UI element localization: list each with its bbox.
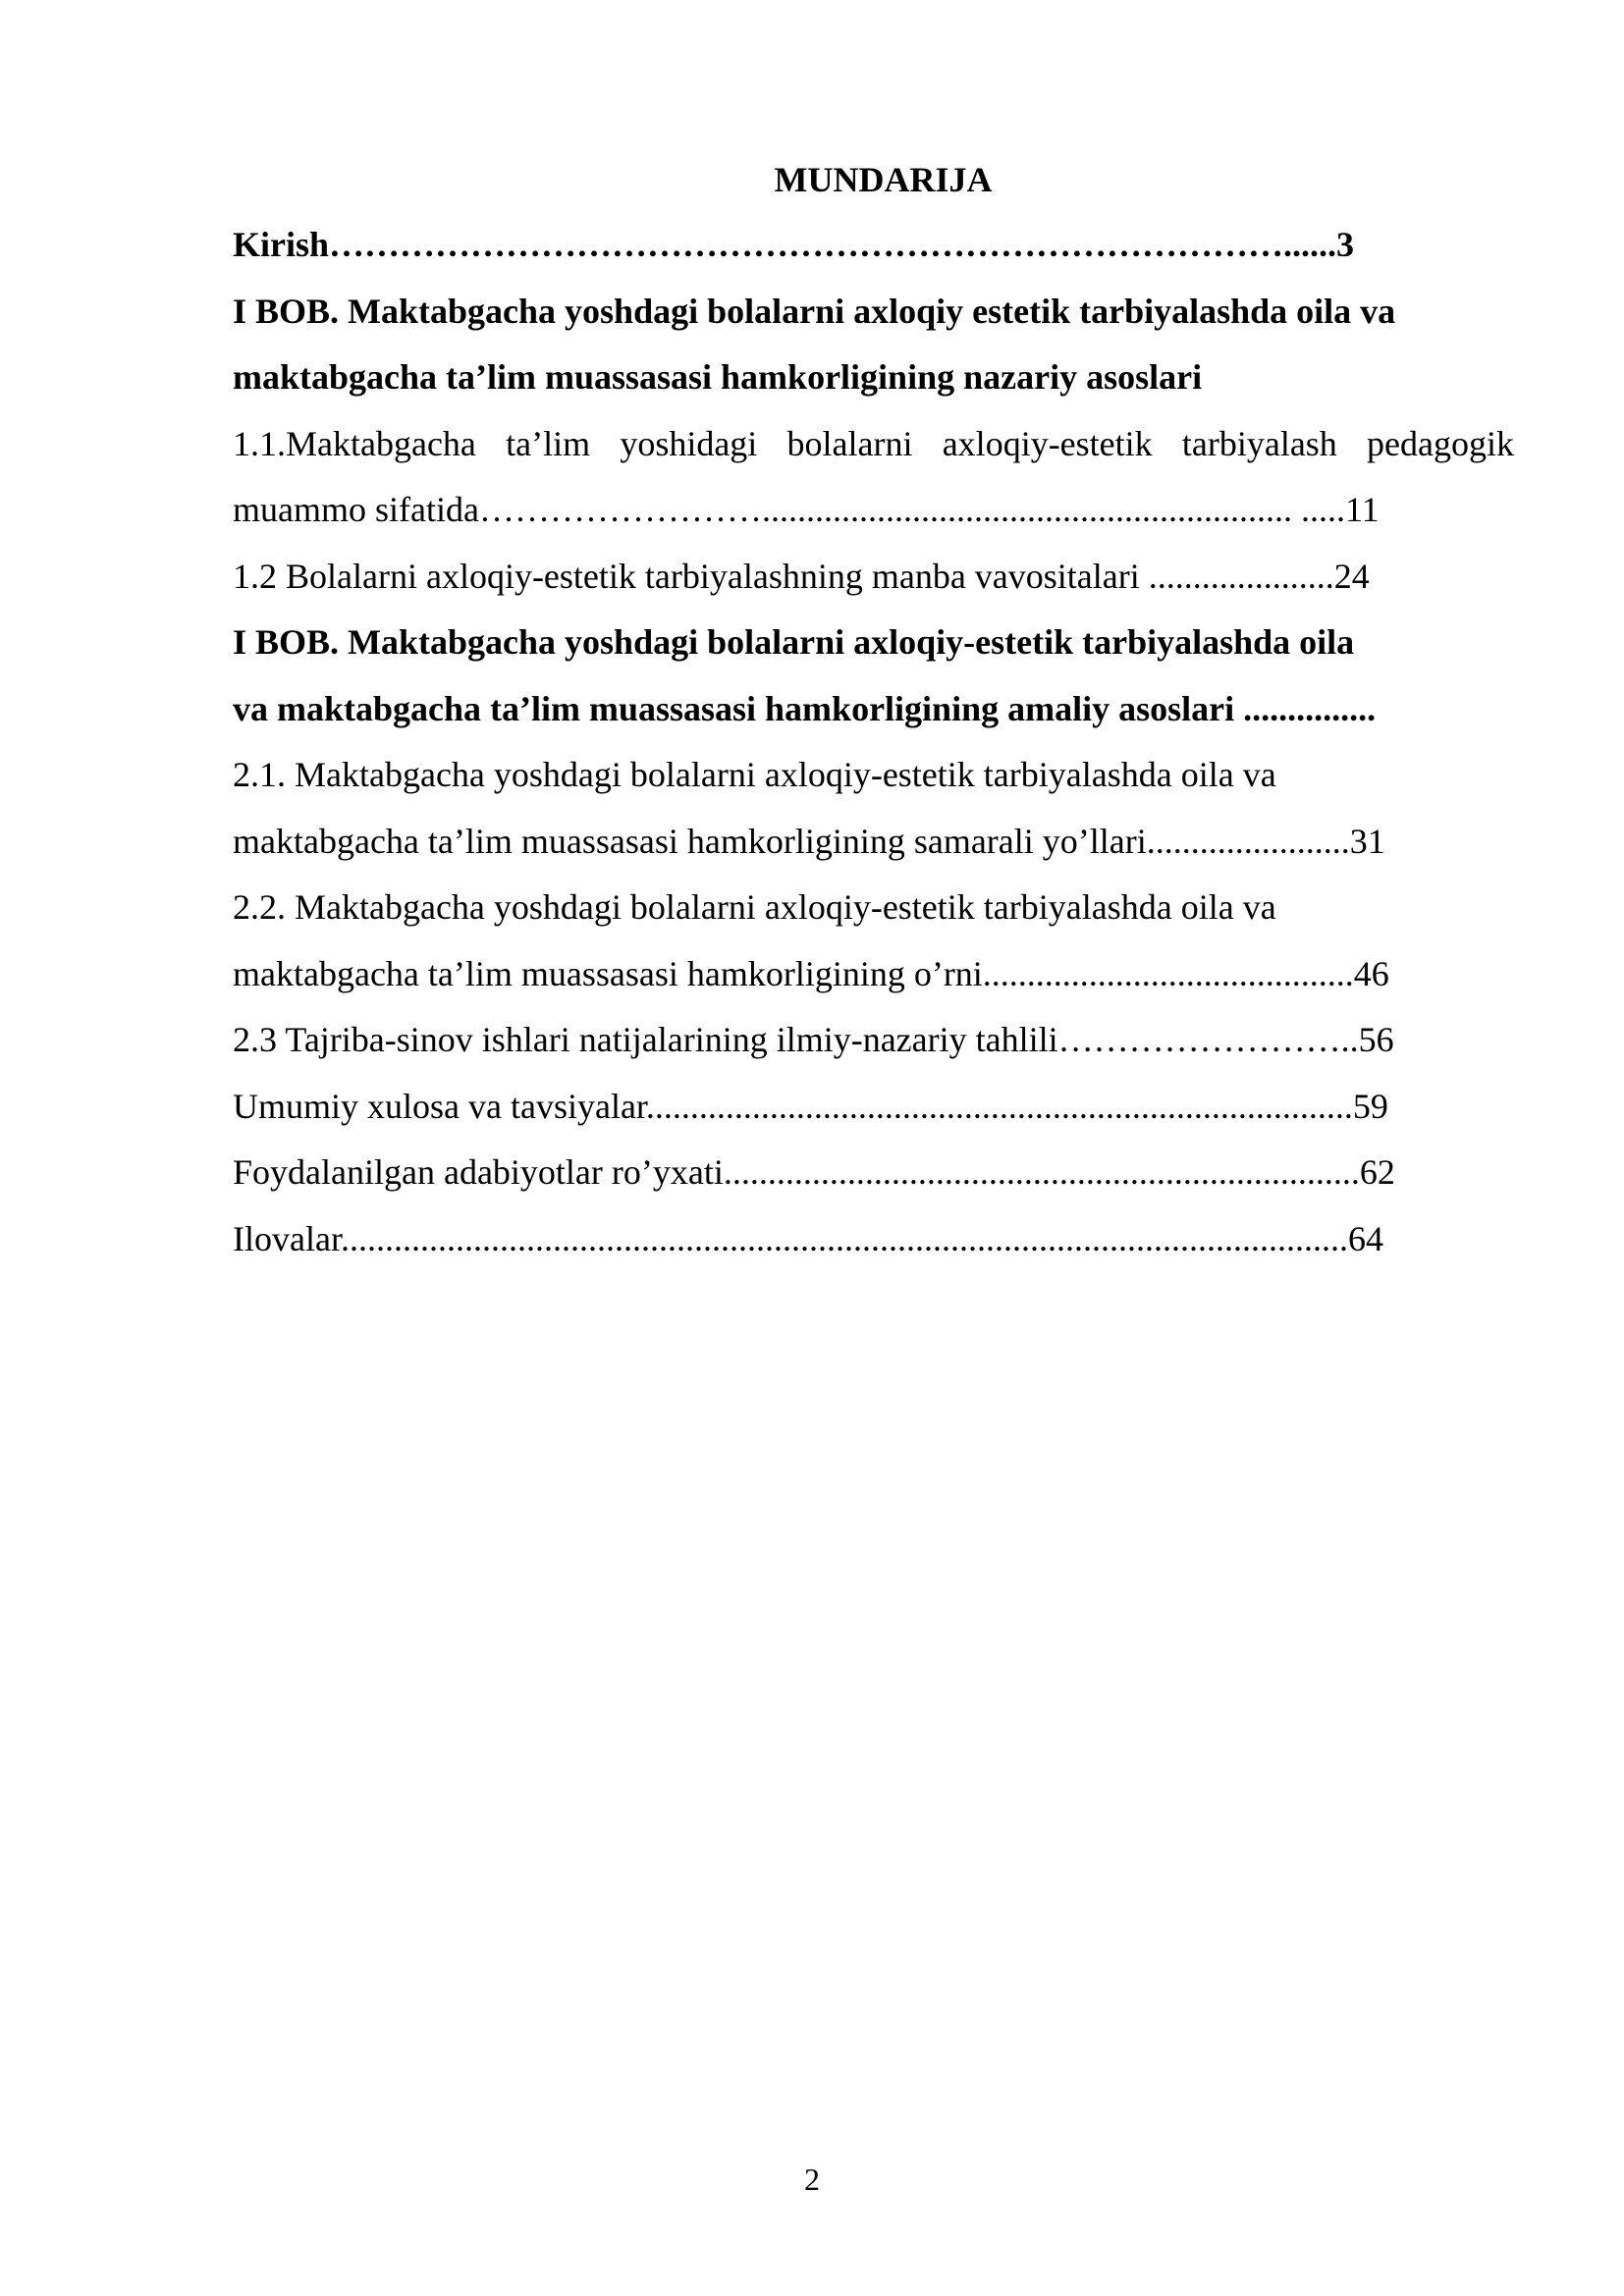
toc-entry-1-2: 1.2 Bolalarni axloqiy-estetik tarbiyalashning manba vavositalari .....................24 bbox=[233, 556, 1370, 596]
toc-entry-conclusion: Umumiy xulosa va tavsiyalar................................................................................59 bbox=[233, 1086, 1388, 1126]
page-number: 2 bbox=[804, 2162, 820, 2197]
toc-title: MUNDARIJA bbox=[774, 160, 993, 199]
toc-entry-chapter-2-line-2: va maktabgacha ta’lim muassasasi hamkorligining amaliy asoslari ............... bbox=[233, 688, 1377, 728]
toc-entry-2-1-line-1: 2.1. Maktabgacha yoshdagi bolalarni axloqiy-estetik tarbiyalashda oila va bbox=[233, 755, 1276, 794]
toc-entry-1-1-line-1: 1.1.Maktabgacha ta’lim yoshidagi bolalarni axloqiy-estetik tarbiyalash pedagogik bbox=[233, 423, 1514, 463]
toc-entry-2-3: 2.3 Tajriba-sinov ishlari natijalarining ilmiy-nazariy tahlili……………………..56 bbox=[233, 1020, 1394, 1059]
toc-entry-1-1-line-2: muammo sifatida……………………............................................................ .....11 bbox=[233, 490, 1380, 529]
toc-entry-chapter-2-line-1: I BOB. Maktabgacha yoshdagi bolalarni axloqiy-estetik tarbiyalashda oila bbox=[233, 622, 1355, 662]
toc-entry-appendices: Ilovalar..................................................................................................................64 bbox=[233, 1218, 1383, 1258]
table-of-contents bbox=[233, 147, 1514, 1272]
toc-entry-references: Foydalanilgan adabiyotlar ro’yxati........................................................................62 bbox=[233, 1152, 1395, 1192]
toc-entry-chapter-1-line-1: I BOB. Maktabgacha yoshdagi bolalarni axloqiy estetik tarbiyalashda oila va bbox=[233, 291, 1396, 331]
toc-entry-chapter-1-line-2: maktabgacha ta’lim muassasasi hamkorligining nazariy asoslari bbox=[233, 357, 1203, 397]
toc-entry-2-2-line-2: maktabgacha ta’lim muassasasi hamkorligining o’rni..........................................46 bbox=[233, 953, 1389, 993]
toc-entry-2-1-line-2: maktabgacha ta’lim muassasasi hamkorligining samarali yo’llari.......................31 bbox=[233, 821, 1385, 861]
toc-entry-2-2-line-1: 2.2. Maktabgacha yoshdagi bolalarni axloqiy-estetik tarbiyalashda oila va bbox=[233, 887, 1276, 927]
toc-entry-kirish: Kirish………………………………………………………………………......3 bbox=[233, 225, 1355, 264]
